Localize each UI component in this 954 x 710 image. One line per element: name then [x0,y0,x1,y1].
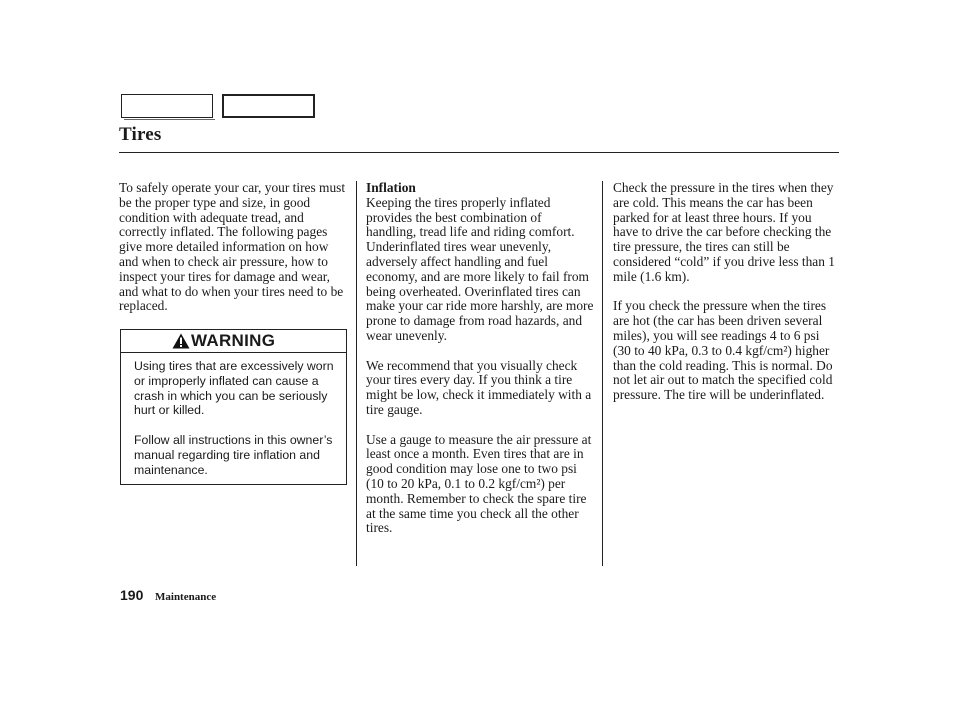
header-tab-right [222,94,315,118]
header-tab-left [121,94,213,118]
inflation-paragraph-2: We recommend that you visually check your tires every day. If you think a tire might be low, check it immediately with a tire gauge. [366,357,592,417]
cold-check-paragraph-1: Check the pressure in the tires when they are cold. This means the car has been parked for at least three hours. If you have to drive the car before checking the tire pressure, the tires can still be considered “cold” if you drive less than 1 mile (1.6 km). [613,180,835,284]
page-title: Tires [119,124,162,145]
inflation-heading: Inflation [366,180,416,195]
warning-label: WARNING [191,331,276,350]
column-inflation [366,181,594,536]
warning-box [120,329,347,485]
column-divider-2 [602,181,603,566]
section-name: Maintenance [155,591,217,603]
warning-paragraph-2: Follow all instructions in this owner’s manual regarding tire inflation and maintenance. [134,432,333,477]
warning-body [134,359,339,477]
warning-triangle-icon [172,333,190,354]
page-number: 190 [120,587,144,603]
column-intro [119,181,347,314]
column-cold-check [613,181,840,403]
column-divider-1 [356,181,357,566]
title-divider [119,152,839,153]
inflation-paragraph-3: Use a gauge to measure the air pressure at least once a month. Even tires that are in good condition may lose one to two psi (10 to 20 kPa, 0.1 to 0.2 kgf/cm²) per month. Remember to check the spare tire at the same time you check all the other tires. [366,431,592,536]
warning-header [121,330,346,353]
warning-paragraph-1: Using tires that are excessively worn or improperly inflated can cause a crash in which you can be seriously hurt or killed. [134,359,334,418]
intro-paragraph: To safely operate your car, your tires must be the proper type and size, in good condition with adequate tread, and correctly inflated. The following pages give more detailed information on how and when to check air pressure, how to inspect your tires for damage and wear, and what to do when your tires need to be replaced. [119,180,346,314]
cold-check-paragraph-2: If you check the pressure when the tires are hot (the car has been driven several miles), you will see readings 4 to 6 psi (30 to 40 kPa, 0.3 to 0.4 kgf/cm²) higher than the cold reading. This is normal. Do not let air out to match the specified cold pressure. The tire will be underinflated. [613,298,833,403]
inflation-paragraph-1: Keeping the tires properly inflated provides the best combination of handling, tread life and riding comfort. Underinflated tires wear unevenly, adversely affect handling and fuel economy, and are more likely to fail from being overheated. Overinflated tires can make your car ride more harshly, are more prone to damage from road hazards, and wear unevenly. [366,194,594,343]
